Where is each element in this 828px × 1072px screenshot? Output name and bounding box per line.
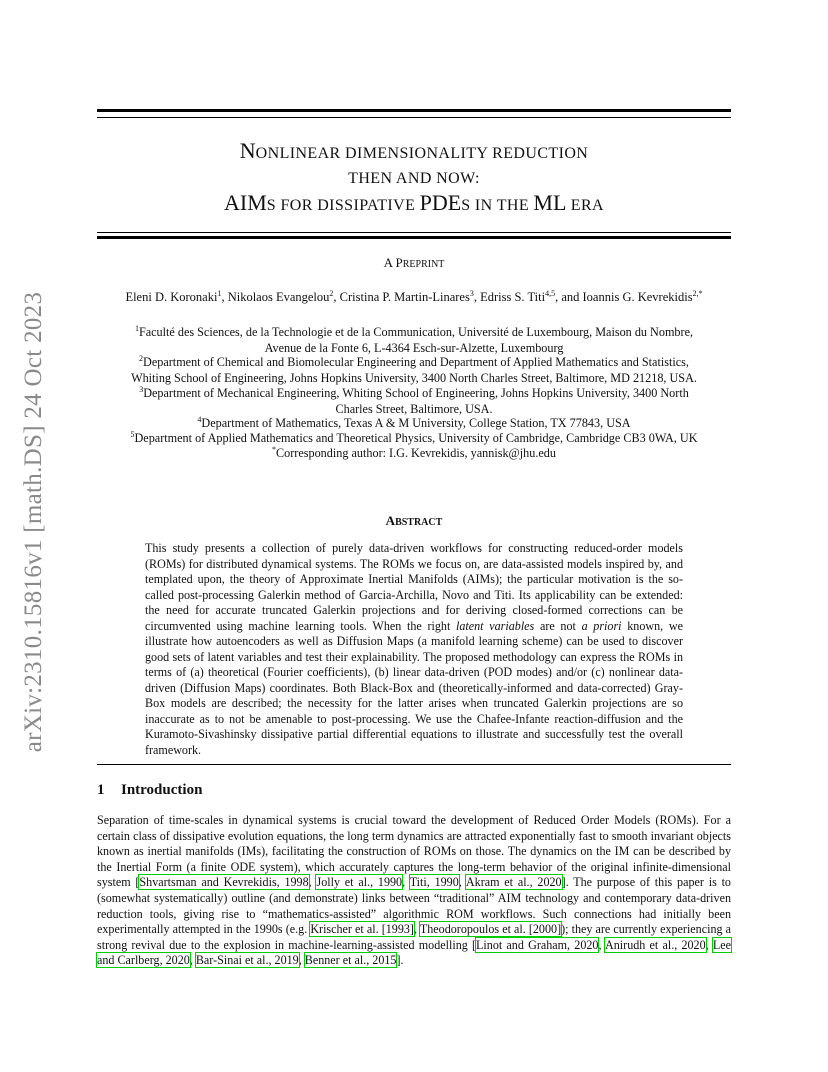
citation-link[interactable]: Lee and Carlberg, 2020 — [97, 937, 731, 968]
affiliation-4: $^4$Department of Mathematics, Texas A & M University, College Station, TX 77843, USA — [197, 415, 631, 431]
author-name: Cristina P. Martin-Linares — [339, 290, 470, 305]
corresponding-author: *Corresponding author: I.G. Kevrekidis, yannisk@jhu.edu — [272, 445, 556, 461]
abstract-heading: ABSTRACT — [385, 513, 443, 528]
citation-link[interactable]: Jolly et al., 1990 — [316, 875, 403, 890]
citation-link[interactable]: Theodoropoulos et al. [2000] — [419, 922, 562, 937]
section-title: Introduction — [121, 782, 203, 798]
arxiv-identifier: arXiv:2310.15816v1 [math.DS] 24 Oct 2023 — [20, 291, 47, 753]
author-name: Nikolaos Evangelou — [227, 290, 330, 305]
section-number: 1 — [97, 782, 105, 798]
title-rule-bottom-thin — [97, 232, 731, 233]
affiliation-2: $^2$Department of Chemical and Biomolecular Engineering and Department of Applied Mathematics and Statistics, Whiting School of Engineering, Johns Hopkins University, 3400 North Charles Street, Baltimore, MD 21218, USA. — [131, 354, 697, 386]
author-list: Eleni D. Koronaki$^1$, Nikolaos Evangelou$^2$, Cristina P. Martin-Linares$^3$, Edriss S. Titi$^{4,5}$, and Ioannis G. Kevrekidis$^{2,*}$ — [125, 289, 703, 305]
title-line-2: THEN AND NOW: — [348, 170, 480, 187]
author-name: Eleni D. Koronaki — [125, 290, 218, 305]
citation-link[interactable]: Benner et al., 2015 — [304, 953, 397, 968]
citation-link[interactable]: Anirudh et al., 2020 — [605, 937, 706, 952]
citation-link[interactable]: Akram et al., 2020 — [465, 875, 562, 890]
title-line-1: NONLINEAR DIMENSIONALITY REDUCTION — [239, 138, 589, 163]
preprint-label: A PREPRINT — [383, 255, 445, 270]
arxiv-sidebar — [10, 272, 58, 772]
citation-link[interactable]: Shvartsman and Kevrekidis, 1998 — [139, 875, 309, 890]
title-line-3: AIMS FOR DISSIPATIVE PDES IN THE ML ERA — [223, 190, 605, 215]
section-heading — [97, 782, 202, 799]
title-rule-top-thick — [97, 109, 731, 112]
citation-link[interactable]: Krischer et al. [1993] — [310, 922, 414, 937]
abstract-divider — [97, 764, 731, 765]
citation-link[interactable]: Linot and Graham, 2020 — [476, 937, 599, 952]
citation-link[interactable]: Bar-Sinai et al., 2019 — [195, 953, 299, 968]
affiliation-5: $^5$Department of Applied Mathematics and Theoretical Physics, University of Cambridge, Cambridge CB3 0WA, UK — [130, 430, 698, 446]
abstract-body: This study presents a collection of purely data-driven workflows for constructing reduced-order models (ROMs) for distributed dynamical systems. The ROMs we focus on, are data-assisted models inspired by, and templated upon, the theory of Approximate Inertial Manifolds (AIMs); the particular motivation is the so-called post-processing Galerkin method of Garcia-Archilla, Novo and Titi. Its applicability can be extended: the need for accurate truncated Galerkin projections and for deriving closed-formed corrections can be circumvented using machine learning tools. When the right latent variables are not a priori known, we illustrate how autoencoders as well as Diffusion Maps (a manifold learning scheme) can be used to discover good sets of latent variables and test their explainability. The proposed methodology can express the ROMs in terms of (a) theoretical (Fourier coefficients), (b) linear data-driven (POD modes) and/or (c) nonlinear data-driven (Diffusion Maps) coordinates. Both Black-Box and (theoretically-informed and data-corrected) Gray-Box models are described; the necessity for the latter arises when truncated Galerkin projections are so inaccurate as to not be amenable to post-processing. We use the Chafee-Infante reaction-diffusion and the Kuramoto-Sivashinsky dissipative partial differential equations to illustrate and successfully test the overall framework. — [145, 541, 683, 757]
citation-link[interactable]: Titi, 1990 — [409, 875, 459, 890]
title-rule-top-thin — [97, 117, 731, 118]
affiliation-1: $^1$Faculté des Sciences, de la Technologie et de la Communication, Université de Luxembourg, Maison du Nombre, Avenue de la Fonte 6, L-4364 Esch-sur-Alzette, Luxembourg — [134, 324, 694, 356]
affiliation-3: $^3$Department of Mechanical Engineering, Whiting School of Engineering, Johns Hopkins University, 3400 North Charles Street, Baltimore, USA. — [139, 385, 689, 417]
title-rule-bottom-thick — [97, 236, 731, 239]
author-name: Ioannis G. Kevrekidis — [582, 290, 693, 305]
author-name: Edriss S. Titi — [480, 290, 546, 305]
introduction-paragraph: Separation of time-scales in dynamical systems is crucial toward the development of Reduced Order Models (ROMs). For a certain class of dissipative evolution equations, the long term dynamics are attracted exponentially fast to smooth invariant objects known as inertial manifolds (IMs), facilitating the construction of ROMs on those. The dynamics on the IM can be described by the Inertial Form (a finite ODE system), which accurately captures the long-term behavior of the original infinite-dimensional system [Shvartsman and Kevrekidis, 1998, Jolly et al., 1990, Titi, 1990, Akram et al., 2020]. The purpose of this paper is to (somewhat systematically) outline (and demonstrate) links between “traditional” AIM technology and contemporary data-driven reduction tools, giving rise to “mathematics-assisted” algorithmic ROM workflows. Such connections had initially been experimentally attempted in the 1990s (e.g. Krischer et al. [1993], Theodoropoulos et al. [2000]); they are currently experiencing a strong revival due to the explosion in machine-learning-assisted modelling [Linot and Graham, 2020, Anirudh et al., 2020, Lee and Carlberg, 2020, Bar-Sinai et al., 2019, Benner et al., 2015]. — [97, 813, 731, 968]
